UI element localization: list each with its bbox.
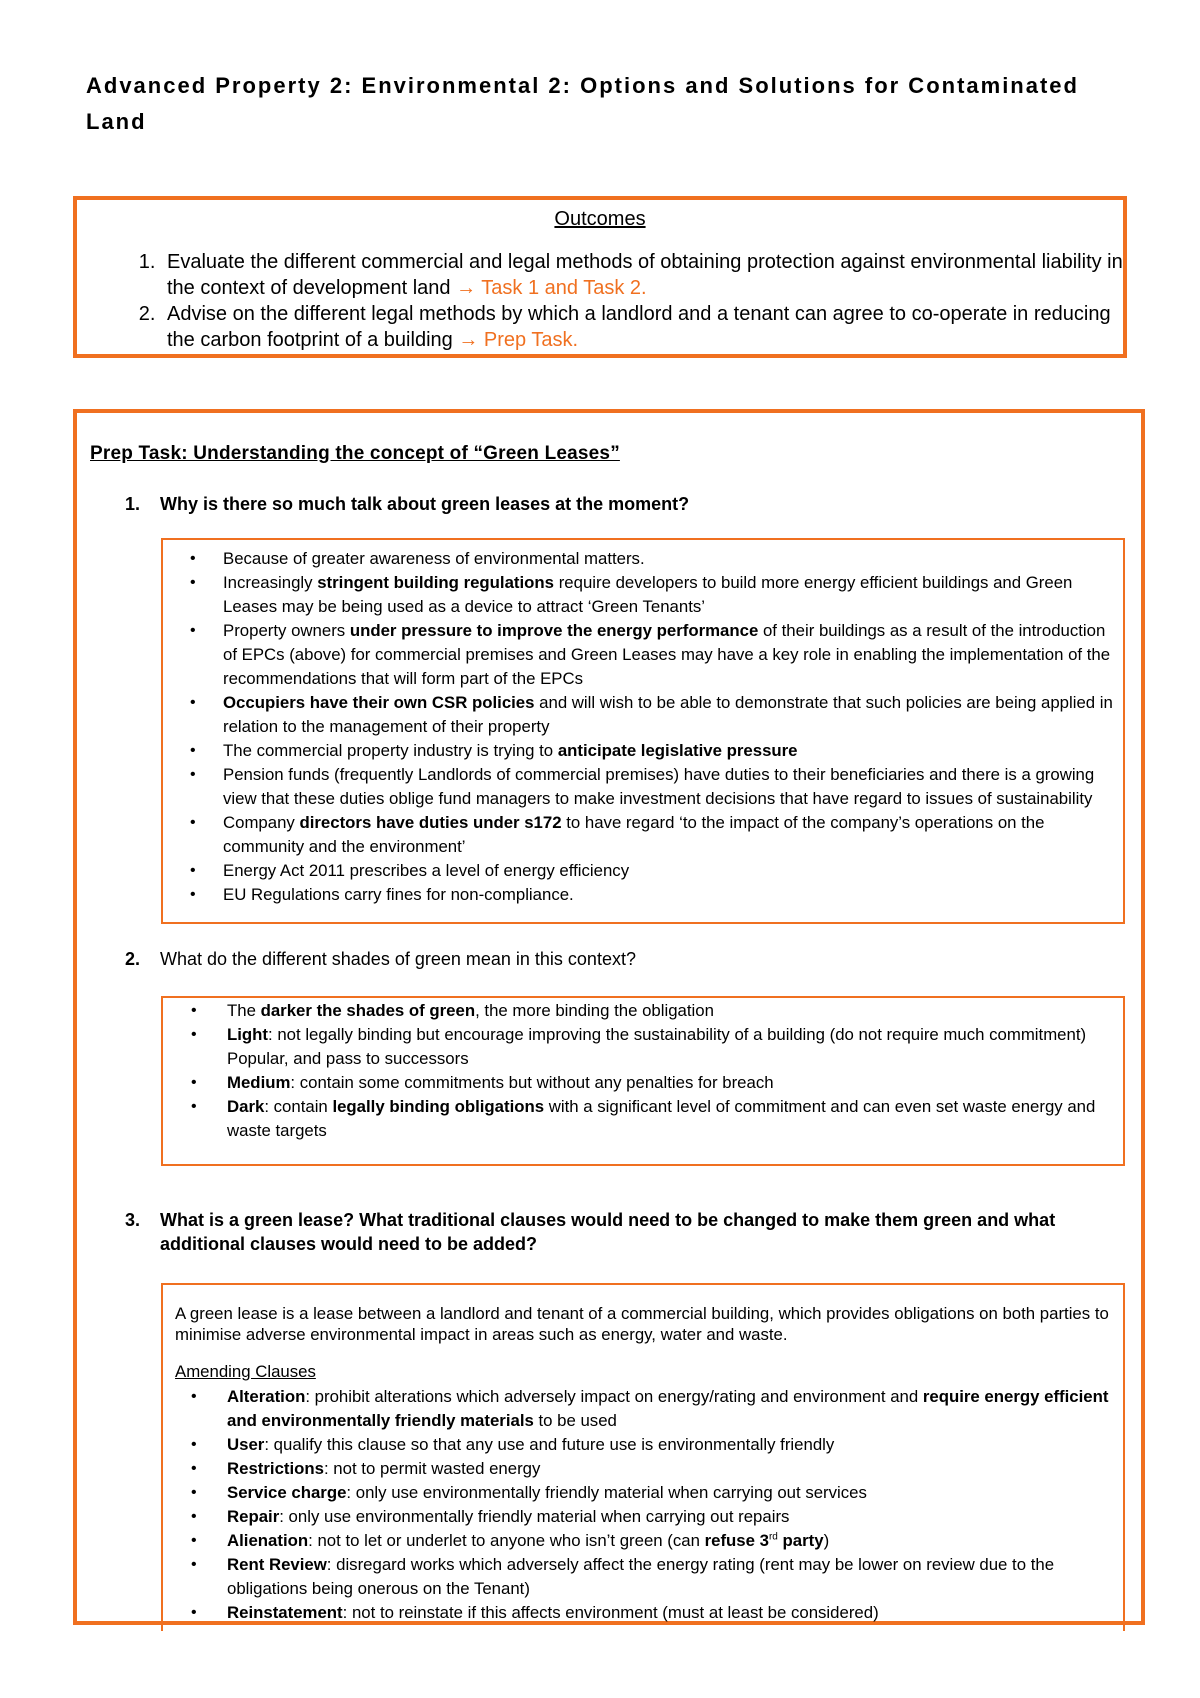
bullet-pre: The commercial property industry is trying to [223, 741, 558, 760]
answer-bullet [163, 999, 1123, 1023]
outcome-text: Advise on the different legal methods by which a landlord and a tenant can agree to co-operate in reducing the carbon footprint of a building [167, 303, 1111, 351]
clause-item [163, 1433, 1123, 1457]
clause-term: Reinstatement [227, 1603, 343, 1622]
answer-bullet [163, 571, 1123, 619]
answer-bullet [163, 691, 1123, 739]
outcomes-box [73, 196, 1127, 358]
answer-box-2 [161, 996, 1125, 1166]
bullet-segment: Dark [227, 1097, 265, 1116]
bullet-segment: : contain some commitments but without any penalties for breach [290, 1073, 774, 1092]
clause-term: User [227, 1435, 265, 1454]
bullet-segment: The [227, 1001, 261, 1020]
clause-tail: to be used [533, 1411, 617, 1430]
bullet-segment: , the more binding the obligation [475, 1001, 714, 1020]
outcomes-heading: Outcomes [554, 208, 646, 230]
clause-bold: refuse 3 [704, 1531, 769, 1550]
answer-bullet [163, 1071, 1123, 1095]
answer-box-3 [161, 1283, 1125, 1631]
answer-bullet [163, 619, 1123, 691]
clause-tail: ) [823, 1531, 830, 1550]
outcome-task-link: Task 1 and Task 2. [481, 277, 647, 299]
clause-item [163, 1457, 1123, 1481]
clause-bold: require energy efficient and environmentally friendly materials [227, 1387, 1109, 1430]
answer-list [163, 547, 1123, 907]
question-3 [125, 1208, 1125, 1256]
bullet-bold: anticipate legislative pressure [557, 741, 798, 760]
clause-bold: party [777, 1531, 824, 1550]
clause-text: : not to let or underlet to anyone who isn’t green (can [308, 1531, 705, 1550]
outcome-task-link: Prep Task. [483, 329, 579, 351]
bullet-pre: Property owners [223, 621, 350, 640]
clause-text: : prohibit alterations which adversely impact on energy/rating and environment and [305, 1387, 923, 1406]
bullet-post: of their buildings as a result of the introduction of EPCs (above) for commercial premises and Green Leases may have a key role in enabling the implementation of the recommendations that will form part of the EPCs [223, 621, 1111, 688]
arrow-icon: → [456, 277, 477, 299]
answer-bullet [163, 739, 1123, 763]
bullet-segment: : not legally binding but encourage improving the sustainability of a building (do not require much commitment) Popular, and pass to successors [227, 1025, 1087, 1068]
clause-term: Alienation [227, 1531, 309, 1550]
question-number: 3. [125, 1210, 141, 1230]
clause-term: Repair [227, 1507, 280, 1526]
answer-bullet [163, 763, 1123, 811]
bullet-post: Because of greater awareness of environmental matters. [223, 549, 645, 568]
bullet-bold: stringent building regulations [317, 573, 555, 592]
bullet-post: to have regard ‘to the impact of the company’s operations on the community and the environment’ [223, 813, 1045, 856]
clause-item [163, 1481, 1123, 1505]
bullet-segment: with a significant level of commitment and can even set waste energy and waste targets [227, 1097, 1096, 1140]
outcome-item [161, 301, 1123, 353]
green-lease-definition: A green lease is a lease between a landlord and tenant of a commercial building, which provides obligations on both parties to minimise adverse environmental impact in areas such as energy, water and waste. [175, 1304, 1109, 1344]
clause-text: : not to reinstate if this affects environment (must at least be considered) [342, 1603, 879, 1622]
answer-box-1 [161, 538, 1125, 924]
clause-item [163, 1505, 1123, 1529]
outcome-text: Evaluate the different commercial and legal methods of obtaining protection against environmental liability in the context of development land [167, 251, 1123, 299]
clause-text: : not to permit wasted energy [323, 1459, 541, 1478]
question-1 [125, 492, 1125, 516]
question-number: 1. [125, 494, 141, 514]
bullet-segment: darker the shades of green [260, 1001, 476, 1020]
bullet-bold: Occupiers have their own CSR policies [223, 693, 535, 712]
answer-bullet [163, 1095, 1123, 1143]
question-text: What is a green lease? What traditional clauses would need to be changed to make them green and what additional clauses would need to be added? [160, 1210, 1056, 1254]
bullet-post: Pension funds (frequently Landlords of commercial premises) have duties to their beneficiaries and there is a growing view that these duties oblige fund managers to make investment decisions that have regard to issues of sustainability [223, 765, 1095, 808]
clause-term: Rent Review [227, 1555, 327, 1574]
clause-item [163, 1529, 1123, 1553]
bullet-pre: Company [223, 813, 300, 832]
bullet-segment: : contain [264, 1097, 333, 1116]
prep-task-box [73, 409, 1145, 1625]
answer-bullet [163, 859, 1123, 883]
bullet-bold: directors have duties under s172 [299, 813, 562, 832]
clause-item [163, 1601, 1123, 1625]
clause-text: : qualify this clause so that any use and future use is environmentally friendly [264, 1435, 835, 1454]
bullet-segment: legally binding obligations [332, 1097, 545, 1116]
answer-bullet [163, 547, 1123, 571]
bullet-bold: under pressure to improve the energy performance [349, 621, 759, 640]
amending-clauses-heading: Amending Clauses [175, 1362, 316, 1381]
question-text: What do the different shades of green mean in this context? [160, 949, 636, 969]
question-text: Why is there so much talk about green leases at the moment? [160, 494, 690, 514]
clause-list [163, 1385, 1123, 1625]
prep-task-title: Prep Task: Understanding the concept of “Green Leases” [90, 443, 620, 464]
clause-text: : disregard works which adversely affect the energy rating (rent may be lower on review due to the obligations being onerous on the Tenant) [227, 1555, 1055, 1598]
clause-item [163, 1385, 1123, 1433]
bullet-post: and will wish to be able to demonstrate that such policies are being applied in relation to the management of their property [223, 693, 1113, 736]
outcomes-list [77, 249, 1123, 353]
clause-term: Restrictions [227, 1459, 324, 1478]
bullet-post: require developers to build more energy efficient buildings and Green Leases may be being used as a device to attract ‘Green Tenants’ [223, 573, 1073, 616]
bullet-post: Energy Act 2011 prescribes a level of energy efficiency [223, 861, 630, 880]
page-title: Advanced Property 2: Environmental 2: Options and Solutions for Contaminated Land [86, 73, 1079, 134]
clause-term: Alteration [227, 1387, 306, 1406]
answer-bullet [163, 811, 1123, 859]
bullet-post: EU Regulations carry fines for non-compliance. [223, 885, 574, 904]
arrow-icon: → [458, 329, 479, 351]
clause-item [163, 1553, 1123, 1601]
clause-sup: rd [768, 1531, 778, 1543]
bullet-pre: Increasingly [223, 573, 318, 592]
bullet-segment: Light [227, 1025, 269, 1044]
answer-bullet [163, 1023, 1123, 1071]
bullet-segment: Medium [227, 1073, 291, 1092]
answer-bullet [163, 883, 1123, 907]
question-2 [125, 947, 1125, 971]
answer-list [163, 999, 1123, 1143]
clause-text: : only use environmentally friendly material when carrying out services [346, 1483, 867, 1502]
outcome-item [161, 249, 1123, 301]
question-number: 2. [125, 949, 141, 969]
clause-term: Service charge [227, 1483, 347, 1502]
clause-text: : only use environmentally friendly material when carrying out repairs [279, 1507, 790, 1526]
